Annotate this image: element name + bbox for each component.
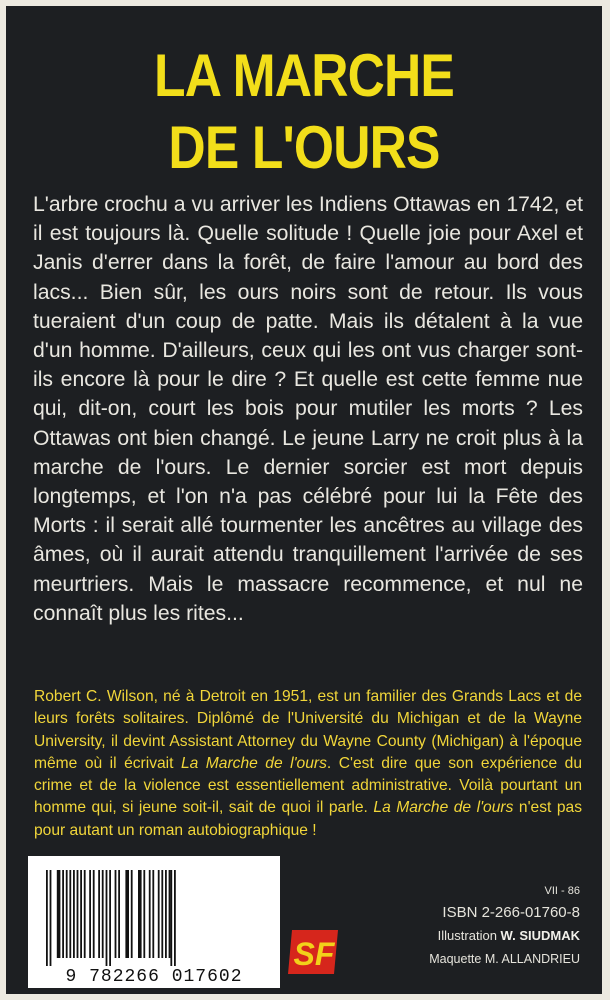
author-bio-part-1: Robert C. Wilson, né à Detroit en 1951, est un familier des Grands Lacs et de leurs forêts solitaires. Diplômé de l'Université du Michigan et de la Wayne University, il devint Assistant Attorney du Wayne County (Michigan) à l'époque même où il écrivait [34, 688, 582, 772]
illustrator-name: W. SIUDMAK [500, 928, 580, 943]
author-bio-part-2: . C'est dire que son expérience du crime et de la violence est essentiellement administrative. Voilà pourtant un homme qui, si jeune soit-il, sait de quoi il parle. [34, 754, 582, 817]
barcode [28, 856, 280, 988]
print-code: VII - 86 [544, 885, 580, 897]
illustration-label: Illustration [437, 928, 497, 943]
barcode-number: 9 782266 017602 [65, 967, 243, 987]
barcode-bars [40, 870, 268, 966]
illustration-credit [438, 928, 580, 943]
maquette-credit: Maquette M. ALLANDRIEU [429, 952, 580, 966]
author-bio [34, 686, 582, 842]
sf-logo-text: SF [293, 936, 335, 972]
title-line-2: DE L'OURS [168, 114, 440, 181]
title-line-1: LA MARCHE [154, 42, 454, 109]
synopsis-text: L'arbre crochu a vu arriver les Indiens Ottawas en 1742, et il est toujours là. Quelle solitude ! Quelle joie pour Axel et Janis d'errer dans la forêt, de faire l'amour au bord des lacs... Bien sûr, les ours noirs sont de retour. Ils vous tueraient d'un coup de patte. Mais ils détalent à la vue d'un homme. D'ailleurs, ceux qui les ont vus charger sont-ils encore là pour le dire ? Et quelle est cette femme nue qui, dit-on, court les bois pour mutiler les morts ? Les Ottawas ont bien changé. Le jeune Larry ne croit plus à la marche de l'ours. Le dernier sorcier est mort depuis longtemps, et l'on n'a pas célébré pour lui la Fête des Morts : il serait allé tourmenter les ancêtres au village des âmes, où il aurait attendu tranquillement l'arrivée de ses meurtriers. Mais le massacre recommence, et nul ne connaît plus les rites... [33, 193, 583, 625]
book-title-italic-1: La Marche de l'ours [180, 754, 327, 772]
isbn: ISBN 2-266-01760-8 [442, 904, 580, 921]
book-back-cover [6, 6, 602, 994]
sf-logo [286, 926, 342, 978]
book-title-italic-2: La Marche de l'ours [373, 799, 514, 817]
author-bio-part-3: n'est pas pour autant un roman autobiographique ! [34, 799, 582, 839]
